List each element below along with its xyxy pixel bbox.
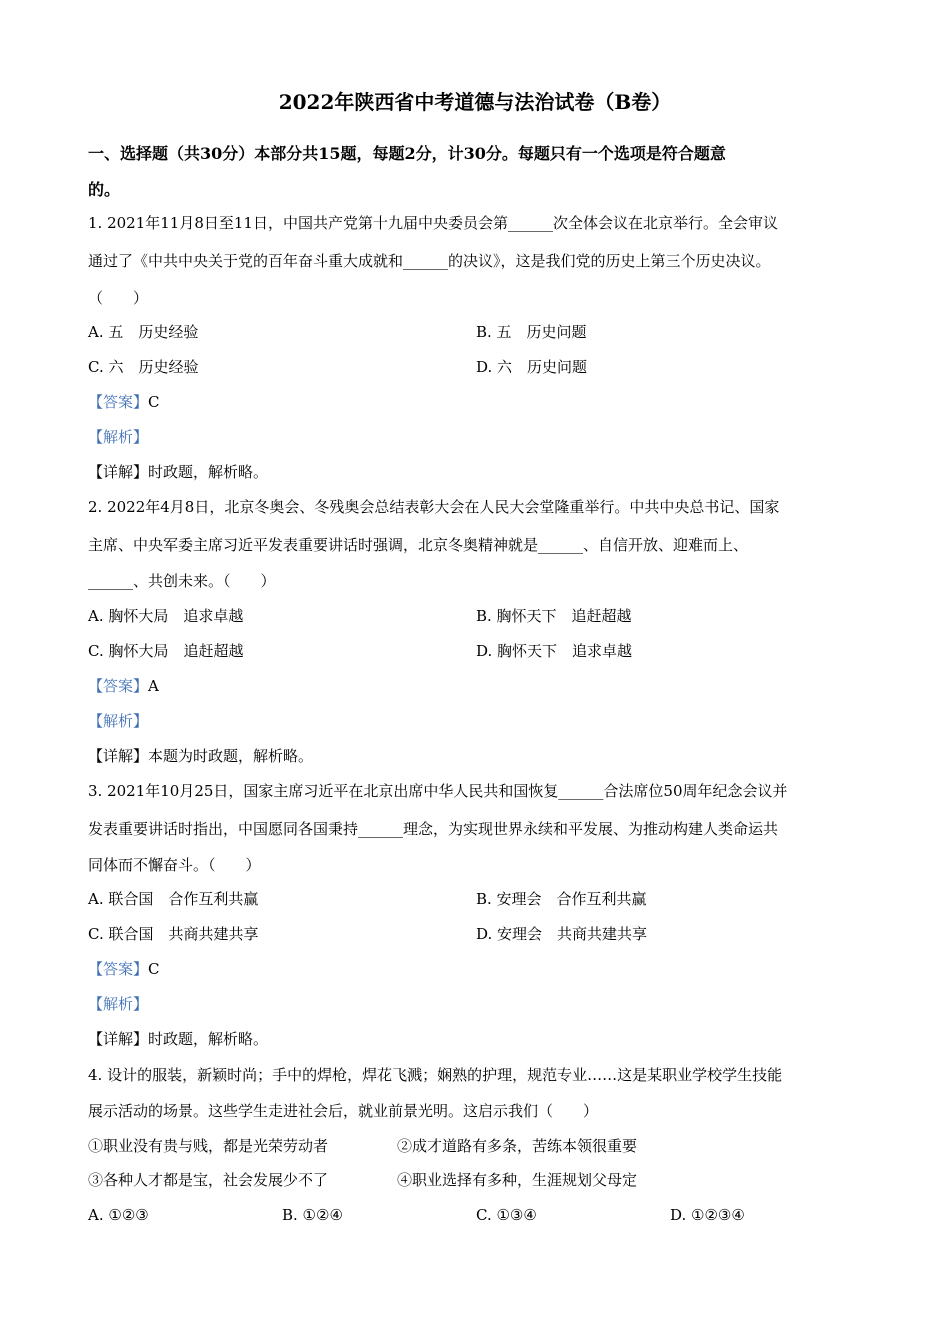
q4-option-a: A. ①②③ (88, 1206, 149, 1224)
q3-answer (88, 959, 160, 979)
q1-detail-text: 时政题，解析略。 (148, 463, 269, 481)
q4-statement-3: ③各种人才都是宝，社会发展少不了 (88, 1171, 329, 1189)
q2-option-b: B. 胸怀天下 追赶超越 (476, 607, 632, 625)
q1-option-c: C. 六 历史经验 (88, 358, 199, 376)
detail-label: 【详解】 (88, 463, 149, 481)
q3-text-line-3: 同体而不懈奋斗。（ ） (88, 856, 261, 874)
q3-answer-value: C (148, 960, 160, 978)
q2-answer-value: A (148, 677, 159, 695)
q1-answer (88, 392, 160, 412)
q4-statement-4: ④职业选择有多种，生涯规划父母定 (397, 1171, 638, 1189)
detail-label: 【详解】 (88, 747, 149, 765)
q3-option-d: D. 安理会 共商共建共享 (476, 925, 648, 943)
q4-option-d: D. ①②③④ (670, 1206, 745, 1224)
q3-detail (88, 1029, 268, 1049)
q2-answer (88, 676, 159, 696)
q3-option-a: A. 联合国 合作互利共赢 (88, 890, 259, 908)
page-title: 2022年陕西省中考道德与法治试卷（B卷） (278, 90, 672, 114)
q3-text-line-2: 发表重要讲话时指出，中国愿同各国秉持______理念，为实现世界永续和平发展、为推动构建人类命运共 (88, 820, 779, 838)
q1-option-a: A. 五 历史经验 (88, 323, 199, 341)
q4-text-line-2: 展示活动的场景。这些学生走进社会后，就业前景光明。这启示我们（ ） (88, 1102, 599, 1120)
q1-text-line-3: （ ） (88, 289, 149, 307)
q1-text-line-1: 1. 2021年11月8日至11日，中国共产党第十九届中央委员会第______次全体会议在北京举行。全会审议 (88, 214, 778, 232)
q3-detail-text: 时政题，解析略。 (148, 1030, 269, 1048)
q3-text-line-1: 3. 2021年10月25日，国家主席习近平在北京出席中华人民共和国恢复______合法席位50周年纪念会议并 (88, 782, 788, 800)
q2-option-a: A. 胸怀大局 追求卓越 (88, 607, 244, 625)
q2-analysis-label: 【解析】 (88, 712, 149, 730)
q2-detail (88, 746, 313, 766)
q4-statement-1: ①职业没有贵与贱，都是光荣劳动者 (88, 1137, 329, 1155)
q2-option-d: D. 胸怀天下 追求卓越 (476, 642, 633, 660)
answer-label: 【答案】 (88, 393, 149, 411)
section-heading-line-2: 的。 (88, 180, 121, 199)
answer-label: 【答案】 (88, 960, 149, 978)
q4-option-c: C. ①③④ (476, 1206, 537, 1224)
answer-label: 【答案】 (88, 677, 149, 695)
q1-analysis-label: 【解析】 (88, 428, 149, 446)
q3-analysis-label: 【解析】 (88, 995, 149, 1013)
q4-text-line-1: 4. 设计的服装，新颖时尚；手中的焊枪，焊花飞溅；娴熟的护理，规范专业……这是某职业学校学生技能 (88, 1066, 783, 1084)
q1-text-line-2: 通过了《中共中央关于党的百年奋斗重大成就和______的决议》，这是我们党的历史上第三个历史决议。 (88, 252, 771, 270)
q3-option-b: B. 安理会 合作互利共赢 (476, 890, 647, 908)
q2-text-line-2: 主席、中央军委主席习近平发表重要讲话时强调，北京冬奥精神就是______、自信开放、迎难而上、 (88, 536, 749, 554)
q3-option-c: C. 联合国 共商共建共享 (88, 925, 259, 943)
q4-option-b: B. ①②④ (282, 1206, 343, 1224)
q2-detail-text: 本题为时政题，解析略。 (148, 747, 314, 765)
q2-option-c: C. 胸怀大局 追赶超越 (88, 642, 244, 660)
detail-label: 【详解】 (88, 1030, 149, 1048)
q1-detail (88, 462, 268, 482)
q1-option-b: B. 五 历史问题 (476, 323, 587, 341)
q4-statement-2: ②成才道路有多条，苦练本领很重要 (397, 1137, 638, 1155)
q1-option-d: D. 六 历史问题 (476, 358, 588, 376)
q2-text-line-1: 2. 2022年4月8日，北京冬奥会、冬残奥会总结表彰大会在人民大会堂隆重举行。中共中央总书记、国家 (88, 498, 780, 516)
section-heading-line-1: 一、选择题（共30分）本部分共15题，每题2分，计30分。每题只有一个选项是符合题意 (88, 144, 726, 163)
q1-answer-value: C (148, 393, 160, 411)
q2-text-line-3: ______、共创未来。（ ） (88, 572, 276, 590)
